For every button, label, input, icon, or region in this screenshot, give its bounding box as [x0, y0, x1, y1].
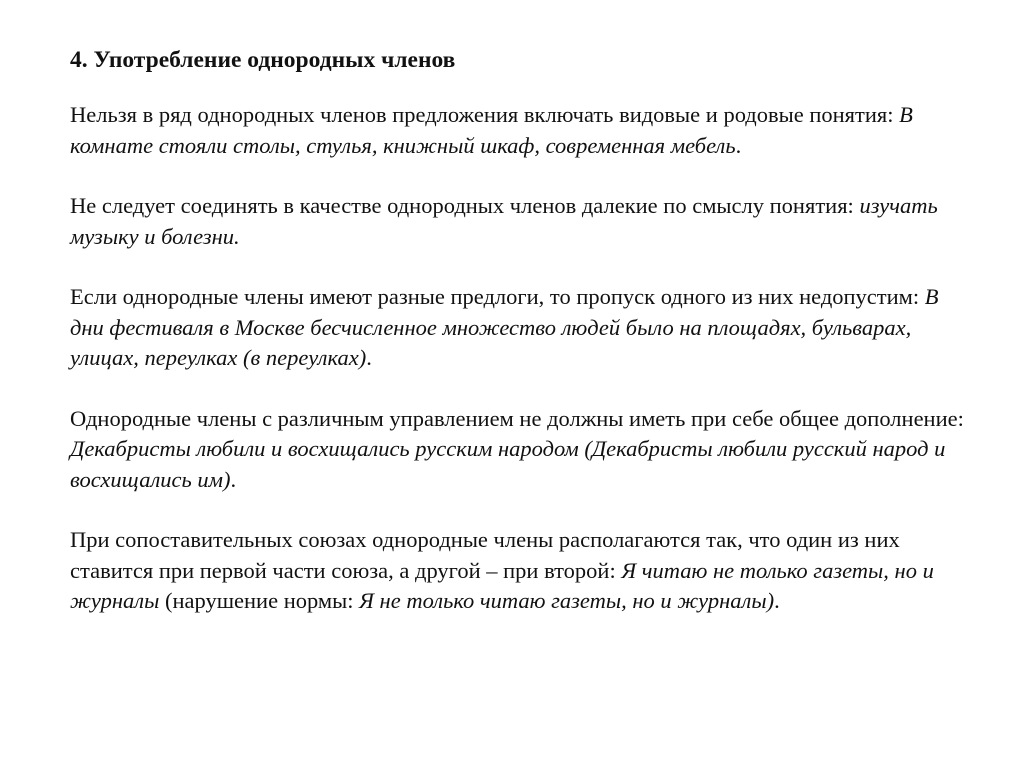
example-text: изучать музыку и болезни. — [70, 193, 938, 249]
example-text: В комнате стояли столы, стулья, книжный шкаф, современная мебель — [70, 102, 913, 158]
example-text-violation: Я не только читаю газеты, но и журналы) — [359, 588, 775, 613]
example-text: Я читаю не только газеты, но и журналы — [70, 557, 934, 613]
paragraph-tail: . — [230, 466, 237, 492]
paragraph-species-genus — [70, 100, 970, 161]
slide-title: 4. Употребление однородных членов — [70, 47, 456, 73]
example-text: Декабристы любили и восхищались русским народом (Декабристы любили русский народ и восхищались им) — [70, 436, 946, 492]
paragraph-text: Однородные члены с различным управлением не должны иметь при себе общее дополнение: — [70, 405, 964, 431]
paragraph-tail: . — [366, 345, 372, 370]
example-text: В дни фестиваля в Москве бесчисленное множество людей было на площадях, бульварах, улицах, переулках (в переулках) — [70, 284, 939, 370]
paragraph-text: Нельзя в ряд однородных членов предложения включать видовые и родовые понятия: — [70, 102, 900, 127]
paragraph-middle: (нарушение нормы: — [159, 588, 360, 613]
paragraph-comparative-conjunctions — [70, 525, 970, 617]
paragraph-government — [70, 404, 970, 496]
paragraph-text: Если однородные члены имеют разные предлоги, то пропуск одного из них недопустим: — [70, 284, 925, 309]
paragraph-text: При сопоставительных союзах однородные члены располагаются так, что один из них ставится при первой части союза, а другой – при второй: — [70, 527, 900, 583]
paragraph-distant-concepts — [70, 191, 970, 252]
paragraph-tail: . — [735, 132, 742, 158]
paragraph-text: Не следует соединять в качестве однородных членов далекие по смыслу понятия: — [70, 193, 860, 218]
slide-content — [70, 44, 970, 647]
paragraph-prepositions — [70, 282, 970, 374]
paragraph-tail: . — [774, 588, 780, 613]
